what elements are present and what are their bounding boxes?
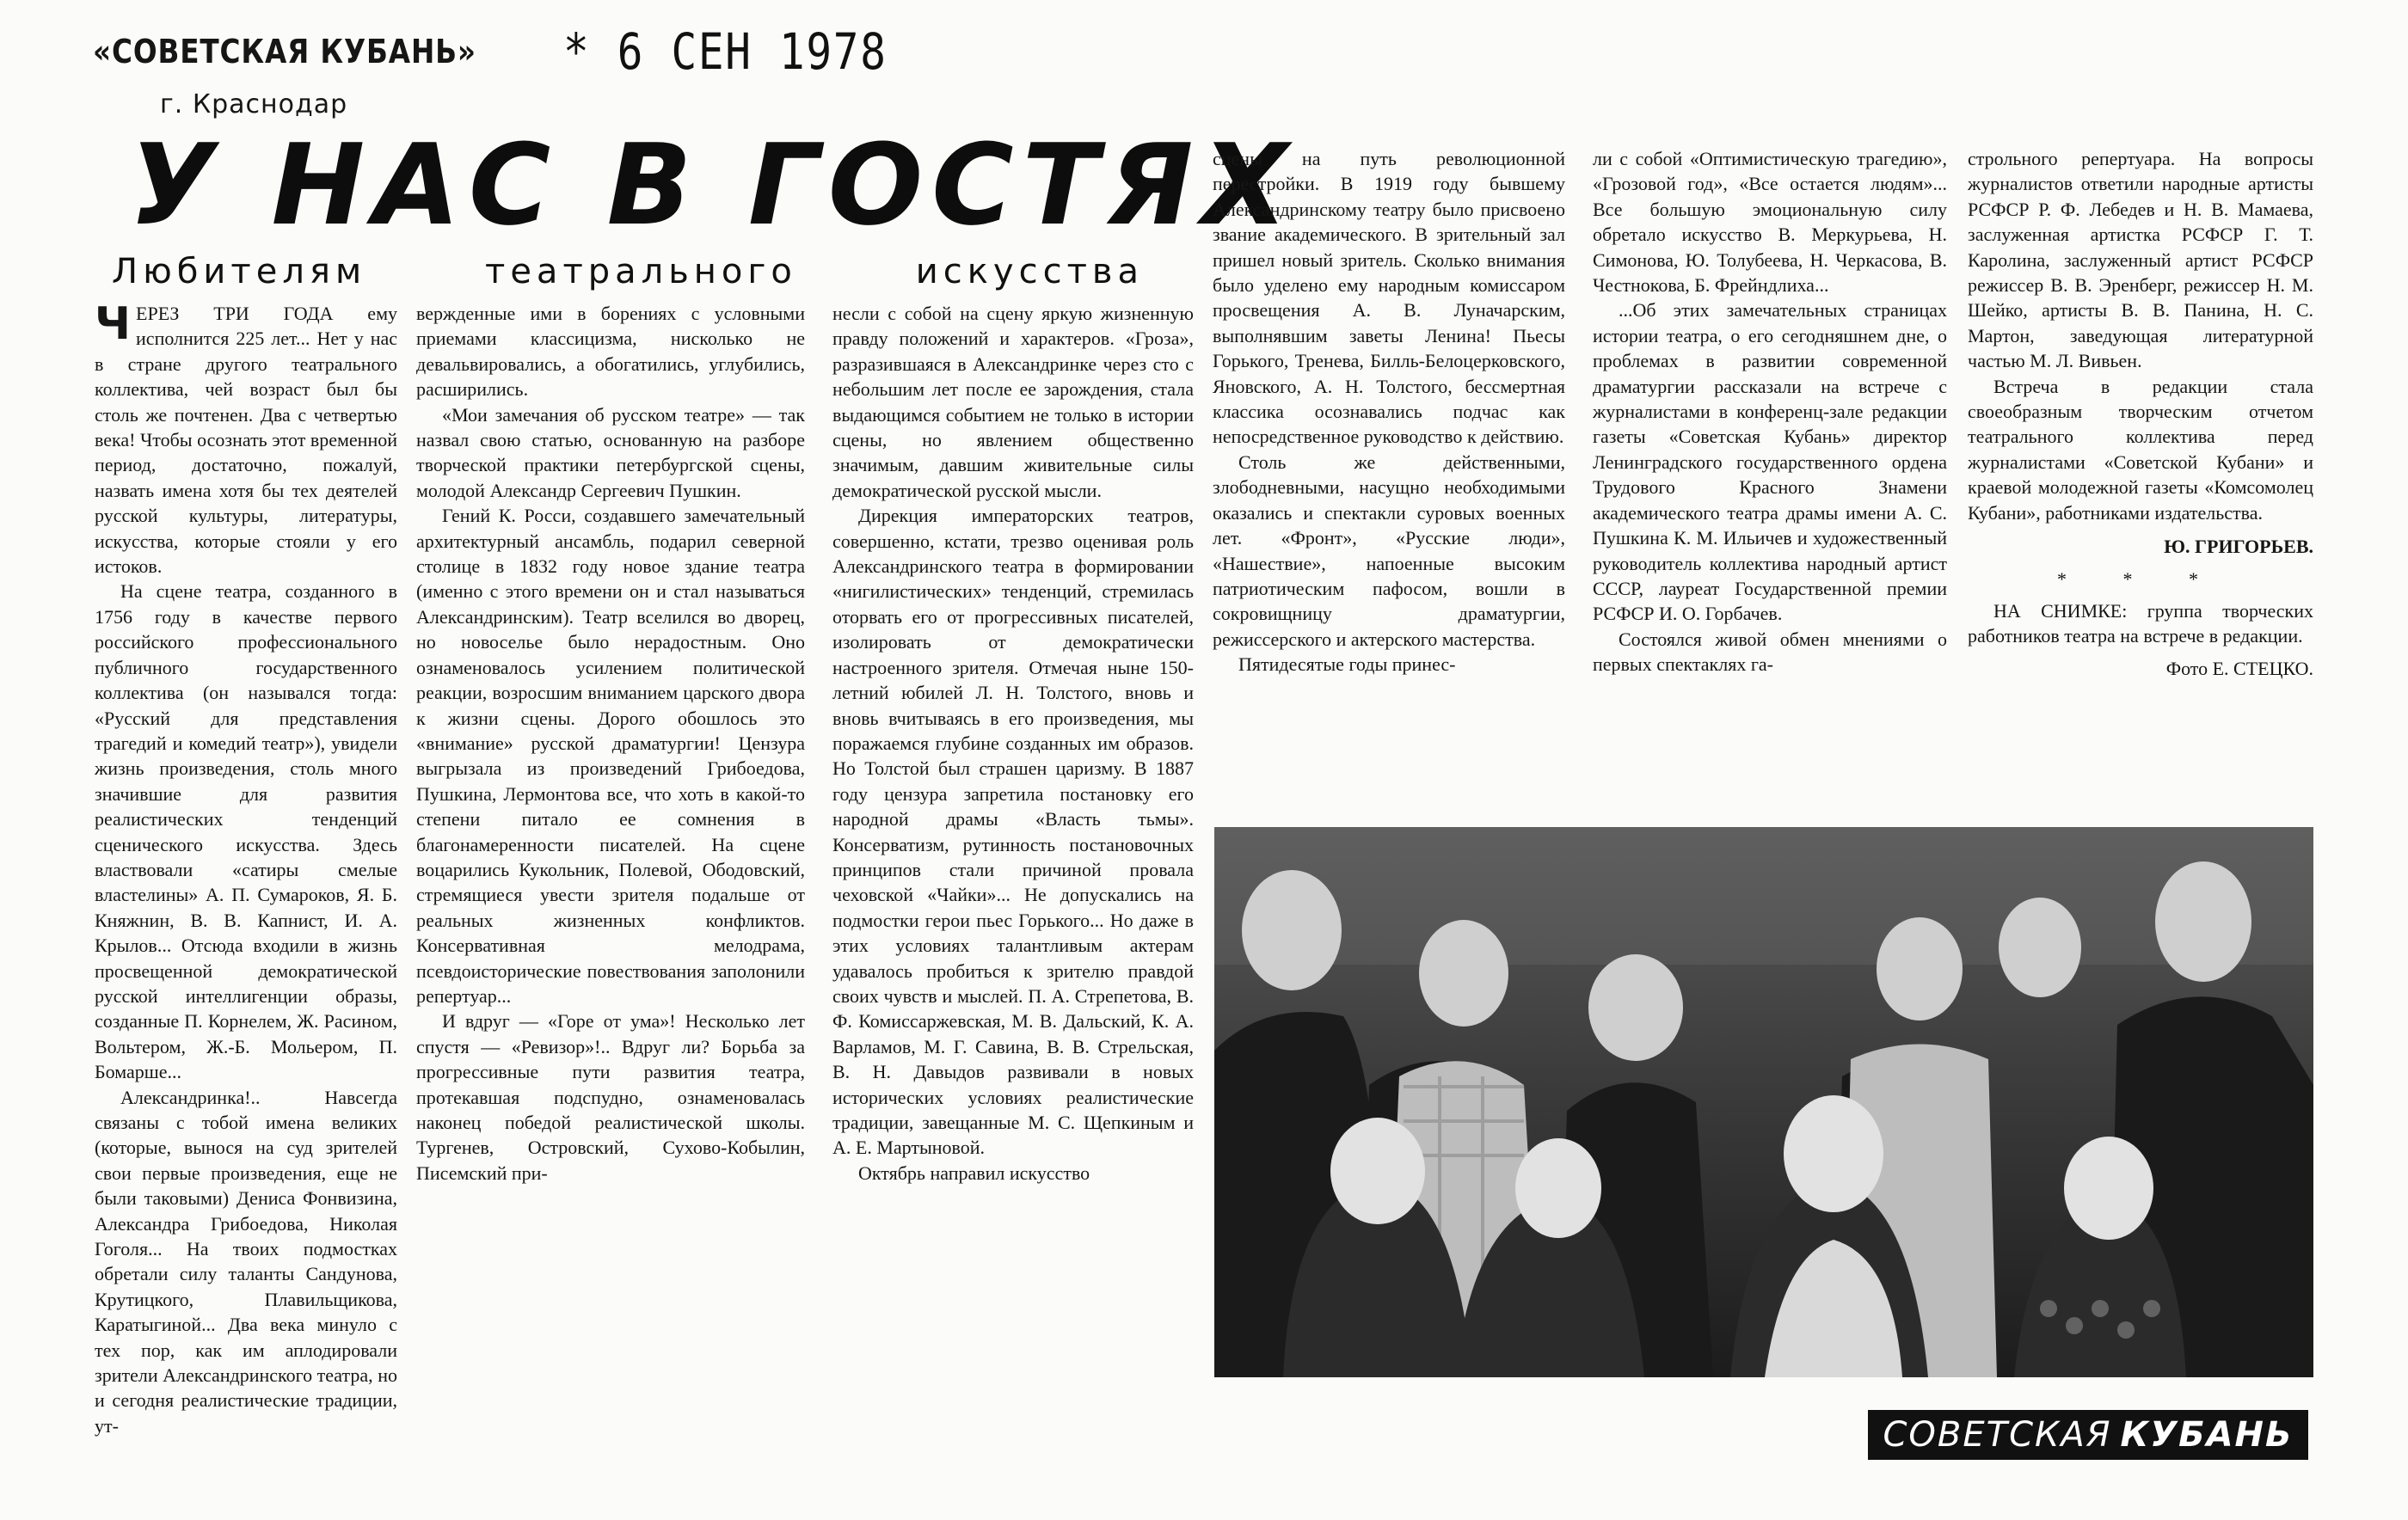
article-column-3 (832, 301, 1194, 1388)
paragraph: Александринка!.. Навсегда связаны с тобой имена великих (которые, вынося на суд зрителей свои первые произведения, еще не были таковыми) Дениса Фонвизина, Александра Грибоедова, Николая Гоголя... На твоих подмостках обретали силу таланты Сандунова, Крутицкого, Плавильщикова, Каратыгиной... Два века минуло с тех пор, как им аплодировали зрители Александринского театра, но и сегодня реалистические традиции, ут- (95, 1086, 397, 1437)
paragraph: ...Об этих замечательных страницах истории театра, о его сегодняшнем дне, о проблемах в развитии современной драматургии рассказали на встрече с журналистами в конференц-зале редакции газеты «Советская Кубань» директор Ленинградского государственного ордена Трудового Красного Знамени академического театра драмы имени А. С. Пушкина К. М. Ильичев и художественный руководитель коллектива народный артист СССР, лауреат Государственной премии РСФСР И. О. Горбачев. (1593, 299, 1947, 625)
paragraph: «Мои замечания об русском театре» — так назвал свою статью, основанную на разборе творческой практики петербургской сцены, молодой Александр Сергеевич Пушкин. (416, 403, 805, 501)
subheadline-word: искусства (915, 252, 1144, 291)
paragraph: И вдруг — «Горе от ума»! Несколько лет спустя — «Ревизор»!.. Вдруг ли? Борьба за прогрессивные пути развития театра, протекавшая подспудно, ознаменовалась наконец победой реалистической школы. Тургенев, Островский, Сухово-Кобылин, Писемский при- (416, 1010, 805, 1184)
paragraph: Гений К. Росси, создавшего замечательный архитектурный ансамбль, подарил северной столице в 1832 году новое здание театра (именно с этого времени он и стал называться Александринским). Театр вселился во дворец, но новоселье было нерадостным. Оно ознаменовалось усилением политической реакции, возросшим вниманием царского двора к жизни сцены. Дорого обошлось это «внимание» русской драматургии! Цензура выгрызала из произведений Грибоедова, Пушкина, Лермонтова все, что хоть в какой-то степени питало ее сомнения в благонамеренности писателей. На сцене воцарились Кукольник, Полевой, Ободовский, стремящиеся увести зрителя подальше от реальных жизненных конфликтов. Консервативная мелодрама, псевдоисторические повествования заполонили репертуар... (416, 505, 805, 1007)
logo-word-1: СОВЕТСКАЯ (1883, 1415, 2112, 1455)
group-photo (1214, 827, 2313, 1377)
paragraph: ЕРЕЗ ТРИ ГОДА ему исполнится 225 лет... Нет у нас в стране другого театрального коллектива, чей возраст был бы столь же почтенен. Два с четвертью века! Чтобы осознать этот временной период, достаточно, пожалуй, назвать имена хотя бы тех деятелей русской культуры, литературы, искусства, которые стояли у его истоков. (95, 303, 397, 578)
drop-cap: Ч (95, 298, 132, 350)
author-signature: Ю. ГРИГОРЬЕВ. (2164, 536, 2313, 558)
article-column-2 (416, 301, 805, 1388)
paragraph: строльного репертуара. На вопросы журналистов ответили народные артисты РСФСР Р. Ф. Лебедев и Н. В. Мамаева, заслуженная артистка РСФСР Г. Т. Каролина, заслуженный артист РСФСР режиссер В. В. Эренберг, режиссер Н. М. Шейко, артисты В. В. Панина, Н. С. Мартон, заведующая литературной частью М. Л. Вивьен. (1968, 148, 2313, 372)
paragraph: Столь же действенными, злободневными, насущно необходимыми оказались и спектакли суровых военных лет. «Фронт», «Русские люди», «Нашествие», напоенные высоким патриотическим пафосом, вошли в сокровищницу драматургии, режиссерского и актерского мастерства. (1213, 450, 1565, 650)
section-separator: * * * (2057, 567, 2224, 590)
paragraph: несли с собой на сцену яркую жизненную правду положений и характеров. «Гроза», разразившаяся в Александринке через сто с небольшим лет после ее зарождения, стала выдающимся событием не только в истории сцены, но явлением общественно значимым, давшим живительные силы демократической русской мысли. (832, 303, 1194, 501)
paragraph: Состоялся живой обмен мнениями о первых спектаклях га- (1593, 628, 1947, 676)
article-column-1 (95, 298, 397, 1437)
group-photo-image (1214, 827, 2313, 1377)
photo-credit: Фото Е. СТЕЦКО. (2165, 657, 2313, 679)
paragraph: сцены на путь революционной перестройки. В 1919 году бывшему Александринскому театру было присвоено звание академического. В зрительный зал пришел новый зритель. Сколько внимания было уделено ему народным комиссаром просвещения А. В. Луначарским, выполнявшим заветы Ленина! Пьесы Горького, Тренева, Билль-Белоцерковского, Яновского, А. Н. Толстого, бессмертная классика осознавались подчас как непосредственное руководство к действию. (1213, 148, 1565, 448)
article-column-6 (1968, 146, 2313, 815)
paragraph: ли с собой «Оптимистическую трагедию», «Грозовой год», «Все остается людям»... Все большую эмоциональную силу обретало искусство В. Меркурьева, Н. Симонова, Ю. Толубеева, Н. Черкасова, В. Честнокова, Б. Фрейндлиха... (1593, 148, 1947, 297)
paragraph: Встреча в редакции стала своеобразным творческим отчетом театрального коллектива перед журналистами «Советской Кубани» и краевой молодежной газеты «Комсомолец Кубани», работниками издательства. (1968, 375, 2313, 524)
subheadline-word: Любителям (112, 252, 367, 291)
paragraph: Дирекция императорских театров, совершенно, кстати, трезво оценивая роль Александринского театра в формировании «нигилистических» тенденций, стремилась оторвать его от прогрессивных писателей, изолировать от демократически настроенного зрителя. Отмечая ныне 150-летний юбилей Л. Н. Толстого, вновь и вновь вчитываясь в его произведения, мы поражаемся глубине созданных им образов. Но Толстой был страшен царизму. В 1887 году цензура запретила постановку его народной драмы «Власть тьмы». Консерватизм, рутинность постановочных принципов стали причиной провала чеховской «Чайки»... Не допускались на подмостки герои пьес Горького... Но даже в этих условиях талантливым актерам удавалось пробиться к зрителю правдой своих чувств и мыслей. П. А. Стрепетова, В. Ф. Комиссаржевская, М. В. Дальский, К. А. Варламов, М. Г. Савина, В. В. Стрельская, В. Н. Давыдов развивали в новых исторических условиях реалистические традиции, завещанные М. С. Щепкиным и А. Е. Мартыновой. (832, 505, 1194, 1159)
paragraph: Пятидесятые годы принес- (1238, 653, 1456, 676)
clipping-source: «СОВЕТСКАЯ КУБАНЬ» (93, 33, 476, 70)
clipping-city: г. Краснодар (160, 89, 348, 120)
paragraph: На сцене театра, созданного в 1756 году в качестве первого российского профессионального публичного государственного коллектива (он назывался тогда: «Русский для представления трагедий и комедий театр»), увидели жизнь произведения, столь много значившие для развития реалистических тенденций сценического искусства. Здесь властвовали «сатиры смелые властелины» А. П. Сумароков, Я. Б. Княжнин, В. В. Капнист, И. А. Крылов... Отсюда входили в жизнь просвещенной демократической русской интеллигенции образы, созданные П. Корнелем, Ж. Расином, Вольтером, Ж.-Б. Мольером, П. Бомарше... (95, 580, 397, 1083)
logo-word-2: КУБАНЬ (2120, 1415, 2294, 1455)
newspaper-logo (1868, 1410, 2308, 1460)
article-column-5 (1593, 146, 1947, 815)
article-subheadline (112, 254, 1144, 289)
article-headline: У НАС В ГОСТЯХ (129, 120, 1297, 250)
paragraph: Октябрь направил искусство (858, 1161, 1090, 1184)
subheadline-word: театрального (485, 252, 797, 291)
date-stamp: * 6 СЕН 1978 (563, 22, 888, 81)
photo-caption: НА СНИМКЕ: группа творческих работников театра на встрече в редакции. (1968, 599, 2313, 647)
paragraph: вержденные ими в борениях с условными приемами классицизма, нисколько не девальвировались, а обогатились, углубились, расширились. (416, 303, 805, 401)
